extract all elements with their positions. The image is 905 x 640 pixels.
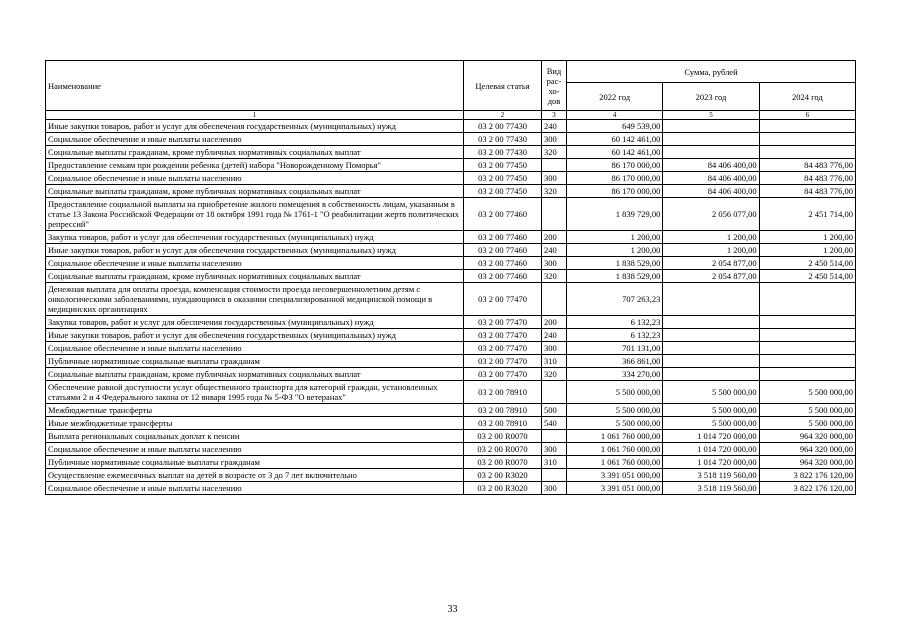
table-row (46, 404, 856, 417)
row-2023-cell: 84 406 400,00 (663, 172, 759, 185)
row-2024-cell: 84 483 776,00 (759, 159, 855, 172)
row-2023-cell (663, 355, 759, 368)
row-name-cell: Закупка товаров, работ и услуг для обеспечения государственных (муниципальных) нужд (46, 231, 464, 244)
row-2024-cell: 5 500 000,00 (759, 417, 855, 430)
table-row (46, 430, 856, 443)
row-2023-cell: 1 014 720 000,00 (663, 430, 759, 443)
table-row (46, 443, 856, 456)
row-vid-cell: 300 (542, 257, 567, 270)
table-row (46, 381, 856, 404)
row-name-cell: Предоставление социальной выплаты на приобретение жилого помещения в собственность лицам, указанным в статье 13 Закона Российской Федерации от 18 октября 1991 года № 1761-1 "О реабилитации жертв политических репрессий" (46, 198, 464, 231)
row-vid-cell: 310 (542, 355, 567, 368)
row-2022-cell: 86 170 000,00 (567, 185, 663, 198)
row-2023-cell (663, 146, 759, 159)
column-number: 2 (464, 111, 542, 120)
row-vid-cell: 300 (542, 133, 567, 146)
row-2022-cell: 6 132,23 (567, 316, 663, 329)
row-2024-cell: 1 200,00 (759, 244, 855, 257)
row-code-cell: 03 2 00 77430 (464, 120, 542, 133)
row-code-cell: 03 2 00 78910 (464, 404, 542, 417)
row-2023-cell (663, 120, 759, 133)
header-year-2023: 2023 год (663, 83, 759, 111)
row-2023-cell: 1 014 720 000,00 (663, 443, 759, 456)
row-2024-cell (759, 329, 855, 342)
row-vid-cell: 240 (542, 329, 567, 342)
row-code-cell: 03 2 00 R0070 (464, 430, 542, 443)
row-2023-cell: 2 054 877,00 (663, 257, 759, 270)
row-2022-cell: 1 061 760 000,00 (567, 430, 663, 443)
row-name-cell: Осуществление ежемесячных выплат на детей в возрасте от 3 до 7 лет включительно (46, 469, 464, 482)
row-code-cell: 03 2 00 R3020 (464, 469, 542, 482)
row-code-cell: 03 2 00 77470 (464, 368, 542, 381)
row-2023-cell: 1 014 720 000,00 (663, 456, 759, 469)
row-2023-cell: 1 200,00 (663, 244, 759, 257)
row-2023-cell (663, 133, 759, 146)
row-name-cell: Межбюджетные трансферты (46, 404, 464, 417)
row-vid-cell: 320 (542, 146, 567, 159)
table-row (46, 355, 856, 368)
row-code-cell: 03 2 00 78910 (464, 381, 542, 404)
row-name-cell: Социальные выплаты гражданам, кроме публичных нормативных социальных выплат (46, 270, 464, 283)
row-vid-cell: 300 (542, 172, 567, 185)
table-row (46, 257, 856, 270)
row-vid-cell: 300 (542, 342, 567, 355)
row-2022-cell: 86 170 000,00 (567, 172, 663, 185)
row-name-cell: Предоставление семьям при рождении ребенка (детей) набора "Новорожденному Поморья" (46, 159, 464, 172)
table-row (46, 270, 856, 283)
row-name-cell: Социальные выплаты гражданам, кроме публичных нормативных социальных выплат (46, 185, 464, 198)
row-2024-cell (759, 120, 855, 133)
header-vid: Вид рас-хо-дов (542, 61, 567, 111)
row-vid-cell (542, 381, 567, 404)
row-2024-cell: 2 450 514,00 (759, 270, 855, 283)
row-2023-cell: 5 500 000,00 (663, 404, 759, 417)
row-2022-cell: 3 391 051 000,00 (567, 469, 663, 482)
row-2023-cell: 3 518 119 560,00 (663, 469, 759, 482)
row-2022-cell: 334 270,00 (567, 368, 663, 381)
row-name-cell: Публичные нормативные социальные выплаты гражданам (46, 456, 464, 469)
row-code-cell: 03 2 00 77460 (464, 270, 542, 283)
row-code-cell: 03 2 00 77430 (464, 146, 542, 159)
row-2022-cell: 1 838 529,00 (567, 270, 663, 283)
row-name-cell: Закупка товаров, работ и услуг для обеспечения государственных (муниципальных) нужд (46, 316, 464, 329)
table-row (46, 316, 856, 329)
row-2024-cell (759, 133, 855, 146)
row-name-cell: Выплата региональных социальных доплат к пенсии (46, 430, 464, 443)
row-2023-cell (663, 316, 759, 329)
row-2024-cell: 1 200,00 (759, 231, 855, 244)
row-2022-cell: 1 200,00 (567, 244, 663, 257)
page-number: 33 (447, 604, 458, 615)
row-name-cell: Социальное обеспечение и иные выплаты населению (46, 172, 464, 185)
row-code-cell: 03 2 00 77460 (464, 257, 542, 270)
table-row (46, 198, 856, 231)
row-2022-cell: 366 861,00 (567, 355, 663, 368)
row-name-cell: Социальные выплаты гражданам, кроме публичных нормативных социальных выплат (46, 368, 464, 381)
row-vid-cell: 320 (542, 368, 567, 381)
row-2024-cell (759, 283, 855, 316)
row-2024-cell: 2 450 514,00 (759, 257, 855, 270)
row-name-cell: Денежная выплата для оплаты проезда, компенсация стоимости проезда несовершеннолетним детям с онкологическими заболеваниями, нуждающимся в оказании специализированной медицинской помощи в медицинских организациях (46, 283, 464, 316)
row-vid-cell: 500 (542, 404, 567, 417)
row-code-cell: 03 2 00 77450 (464, 159, 542, 172)
row-vid-cell (542, 283, 567, 316)
row-2024-cell: 84 483 776,00 (759, 185, 855, 198)
row-2022-cell: 1 838 529,00 (567, 257, 663, 270)
row-2023-cell: 2 056 077,00 (663, 198, 759, 231)
row-2023-cell (663, 329, 759, 342)
row-code-cell: 03 2 00 77470 (464, 283, 542, 316)
row-2024-cell: 5 500 000,00 (759, 404, 855, 417)
header-target: Целевая статья (464, 61, 542, 111)
row-2024-cell: 3 822 176 120,00 (759, 469, 855, 482)
table-row (46, 417, 856, 430)
row-2022-cell: 1 839 729,00 (567, 198, 663, 231)
budget-table (45, 60, 856, 495)
row-name-cell: Социальное обеспечение и иные выплаты населению (46, 342, 464, 355)
row-2023-cell: 5 500 000,00 (663, 417, 759, 430)
row-2024-cell: 5 500 000,00 (759, 381, 855, 404)
row-code-cell: 03 2 00 77460 (464, 231, 542, 244)
header-year-2024: 2024 год (759, 83, 855, 111)
table-row (46, 146, 856, 159)
table-row (46, 283, 856, 316)
row-vid-cell (542, 159, 567, 172)
table-row (46, 469, 856, 482)
column-number: 4 (567, 111, 663, 120)
row-vid-cell: 310 (542, 456, 567, 469)
row-vid-cell: 200 (542, 316, 567, 329)
row-vid-cell: 240 (542, 120, 567, 133)
row-vid-cell: 240 (542, 244, 567, 257)
row-2022-cell: 3 391 051 000,00 (567, 482, 663, 495)
table-body (46, 120, 856, 495)
row-vid-cell: 200 (542, 231, 567, 244)
table-row (46, 172, 856, 185)
row-2022-cell: 1 061 760 000,00 (567, 443, 663, 456)
table-row (46, 244, 856, 257)
row-2024-cell (759, 146, 855, 159)
row-code-cell: 03 2 00 77460 (464, 244, 542, 257)
row-name-cell: Социальное обеспечение и иные выплаты населению (46, 133, 464, 146)
row-vid-cell: 300 (542, 482, 567, 495)
row-vid-cell (542, 430, 567, 443)
row-2022-cell: 6 132,23 (567, 329, 663, 342)
row-2022-cell: 86 170 000,00 (567, 159, 663, 172)
table-row (46, 120, 856, 133)
row-2023-cell: 5 500 000,00 (663, 381, 759, 404)
row-2024-cell: 964 320 000,00 (759, 443, 855, 456)
row-2022-cell: 5 500 000,00 (567, 381, 663, 404)
row-2024-cell: 84 483 776,00 (759, 172, 855, 185)
table-row (46, 342, 856, 355)
row-name-cell: Иные закупки товаров, работ и услуг для обеспечения государственных (муниципальных) нужд (46, 329, 464, 342)
table-row (46, 185, 856, 198)
row-2022-cell: 5 500 000,00 (567, 404, 663, 417)
row-2024-cell: 2 451 714,00 (759, 198, 855, 231)
table-row (46, 368, 856, 381)
table-row (46, 133, 856, 146)
table-row (46, 231, 856, 244)
row-vid-cell: 320 (542, 185, 567, 198)
row-2024-cell: 964 320 000,00 (759, 456, 855, 469)
header-sum: Сумма, рублей (567, 61, 856, 83)
row-name-cell: Иные закупки товаров, работ и услуг для обеспечения государственных (муниципальных) нужд (46, 120, 464, 133)
row-2023-cell (663, 368, 759, 381)
row-2022-cell: 60 142 461,00 (567, 133, 663, 146)
row-vid-cell (542, 469, 567, 482)
row-vid-cell (542, 198, 567, 231)
row-name-cell: Иные межбюджетные трансферты (46, 417, 464, 430)
row-code-cell: 03 2 00 77460 (464, 198, 542, 231)
row-name-cell: Социальные выплаты гражданам, кроме публичных нормативных социальных выплат (46, 146, 464, 159)
row-code-cell: 03 2 00 77470 (464, 316, 542, 329)
column-number: 6 (759, 111, 855, 120)
row-2022-cell: 707 263,23 (567, 283, 663, 316)
row-vid-cell: 540 (542, 417, 567, 430)
row-code-cell: 03 2 00 78910 (464, 417, 542, 430)
header-year-2022: 2022 год (567, 83, 663, 111)
table-row (46, 482, 856, 495)
row-2022-cell: 60 142 461,00 (567, 146, 663, 159)
row-code-cell: 03 2 00 77470 (464, 342, 542, 355)
row-2023-cell: 3 518 119 560,00 (663, 482, 759, 495)
table-row (46, 456, 856, 469)
row-code-cell: 03 2 00 R0070 (464, 443, 542, 456)
row-vid-cell: 300 (542, 443, 567, 456)
row-2024-cell: 3 822 176 120,00 (759, 482, 855, 495)
row-name-cell: Социальное обеспечение и иные выплаты населению (46, 257, 464, 270)
row-code-cell: 03 2 00 R3020 (464, 482, 542, 495)
row-2022-cell: 649 539,00 (567, 120, 663, 133)
row-code-cell: 03 2 00 R0070 (464, 456, 542, 469)
row-name-cell: Публичные нормативные социальные выплаты гражданам (46, 355, 464, 368)
row-name-cell: Иные закупки товаров, работ и услуг для обеспечения государственных (муниципальных) нужд (46, 244, 464, 257)
row-2022-cell: 5 500 000,00 (567, 417, 663, 430)
row-name-cell: Социальное обеспечение и иные выплаты населению (46, 443, 464, 456)
row-2023-cell: 2 054 877,00 (663, 270, 759, 283)
row-2023-cell: 1 200,00 (663, 231, 759, 244)
row-2022-cell: 1 061 760 000,00 (567, 456, 663, 469)
row-2022-cell: 1 200,00 (567, 231, 663, 244)
document-page (45, 60, 856, 495)
row-2024-cell (759, 355, 855, 368)
row-name-cell: Социальное обеспечение и иные выплаты населению (46, 482, 464, 495)
table-row (46, 329, 856, 342)
column-number: 1 (46, 111, 464, 120)
row-2023-cell: 84 406 400,00 (663, 159, 759, 172)
column-number: 3 (542, 111, 567, 120)
row-2024-cell (759, 368, 855, 381)
row-2024-cell: 964 320 000,00 (759, 430, 855, 443)
row-2023-cell: 84 406 400,00 (663, 185, 759, 198)
table-row (46, 159, 856, 172)
row-2023-cell (663, 283, 759, 316)
row-2022-cell: 701 131,00 (567, 342, 663, 355)
row-code-cell: 03 2 00 77470 (464, 329, 542, 342)
column-number: 5 (663, 111, 759, 120)
row-vid-cell: 320 (542, 270, 567, 283)
row-2023-cell (663, 342, 759, 355)
row-code-cell: 03 2 00 77430 (464, 133, 542, 146)
row-2024-cell (759, 342, 855, 355)
row-name-cell: Обеспечение равной доступности услуг общественного транспорта для категорий граждан, установленных статьями 2 и 4 Федерального закона от 12 января 1995 года № 5-ФЗ "О ветеранах" (46, 381, 464, 404)
row-code-cell: 03 2 00 77450 (464, 185, 542, 198)
row-2024-cell (759, 316, 855, 329)
row-code-cell: 03 2 00 77470 (464, 355, 542, 368)
row-code-cell: 03 2 00 77450 (464, 172, 542, 185)
header-name: Наименование (46, 61, 464, 111)
